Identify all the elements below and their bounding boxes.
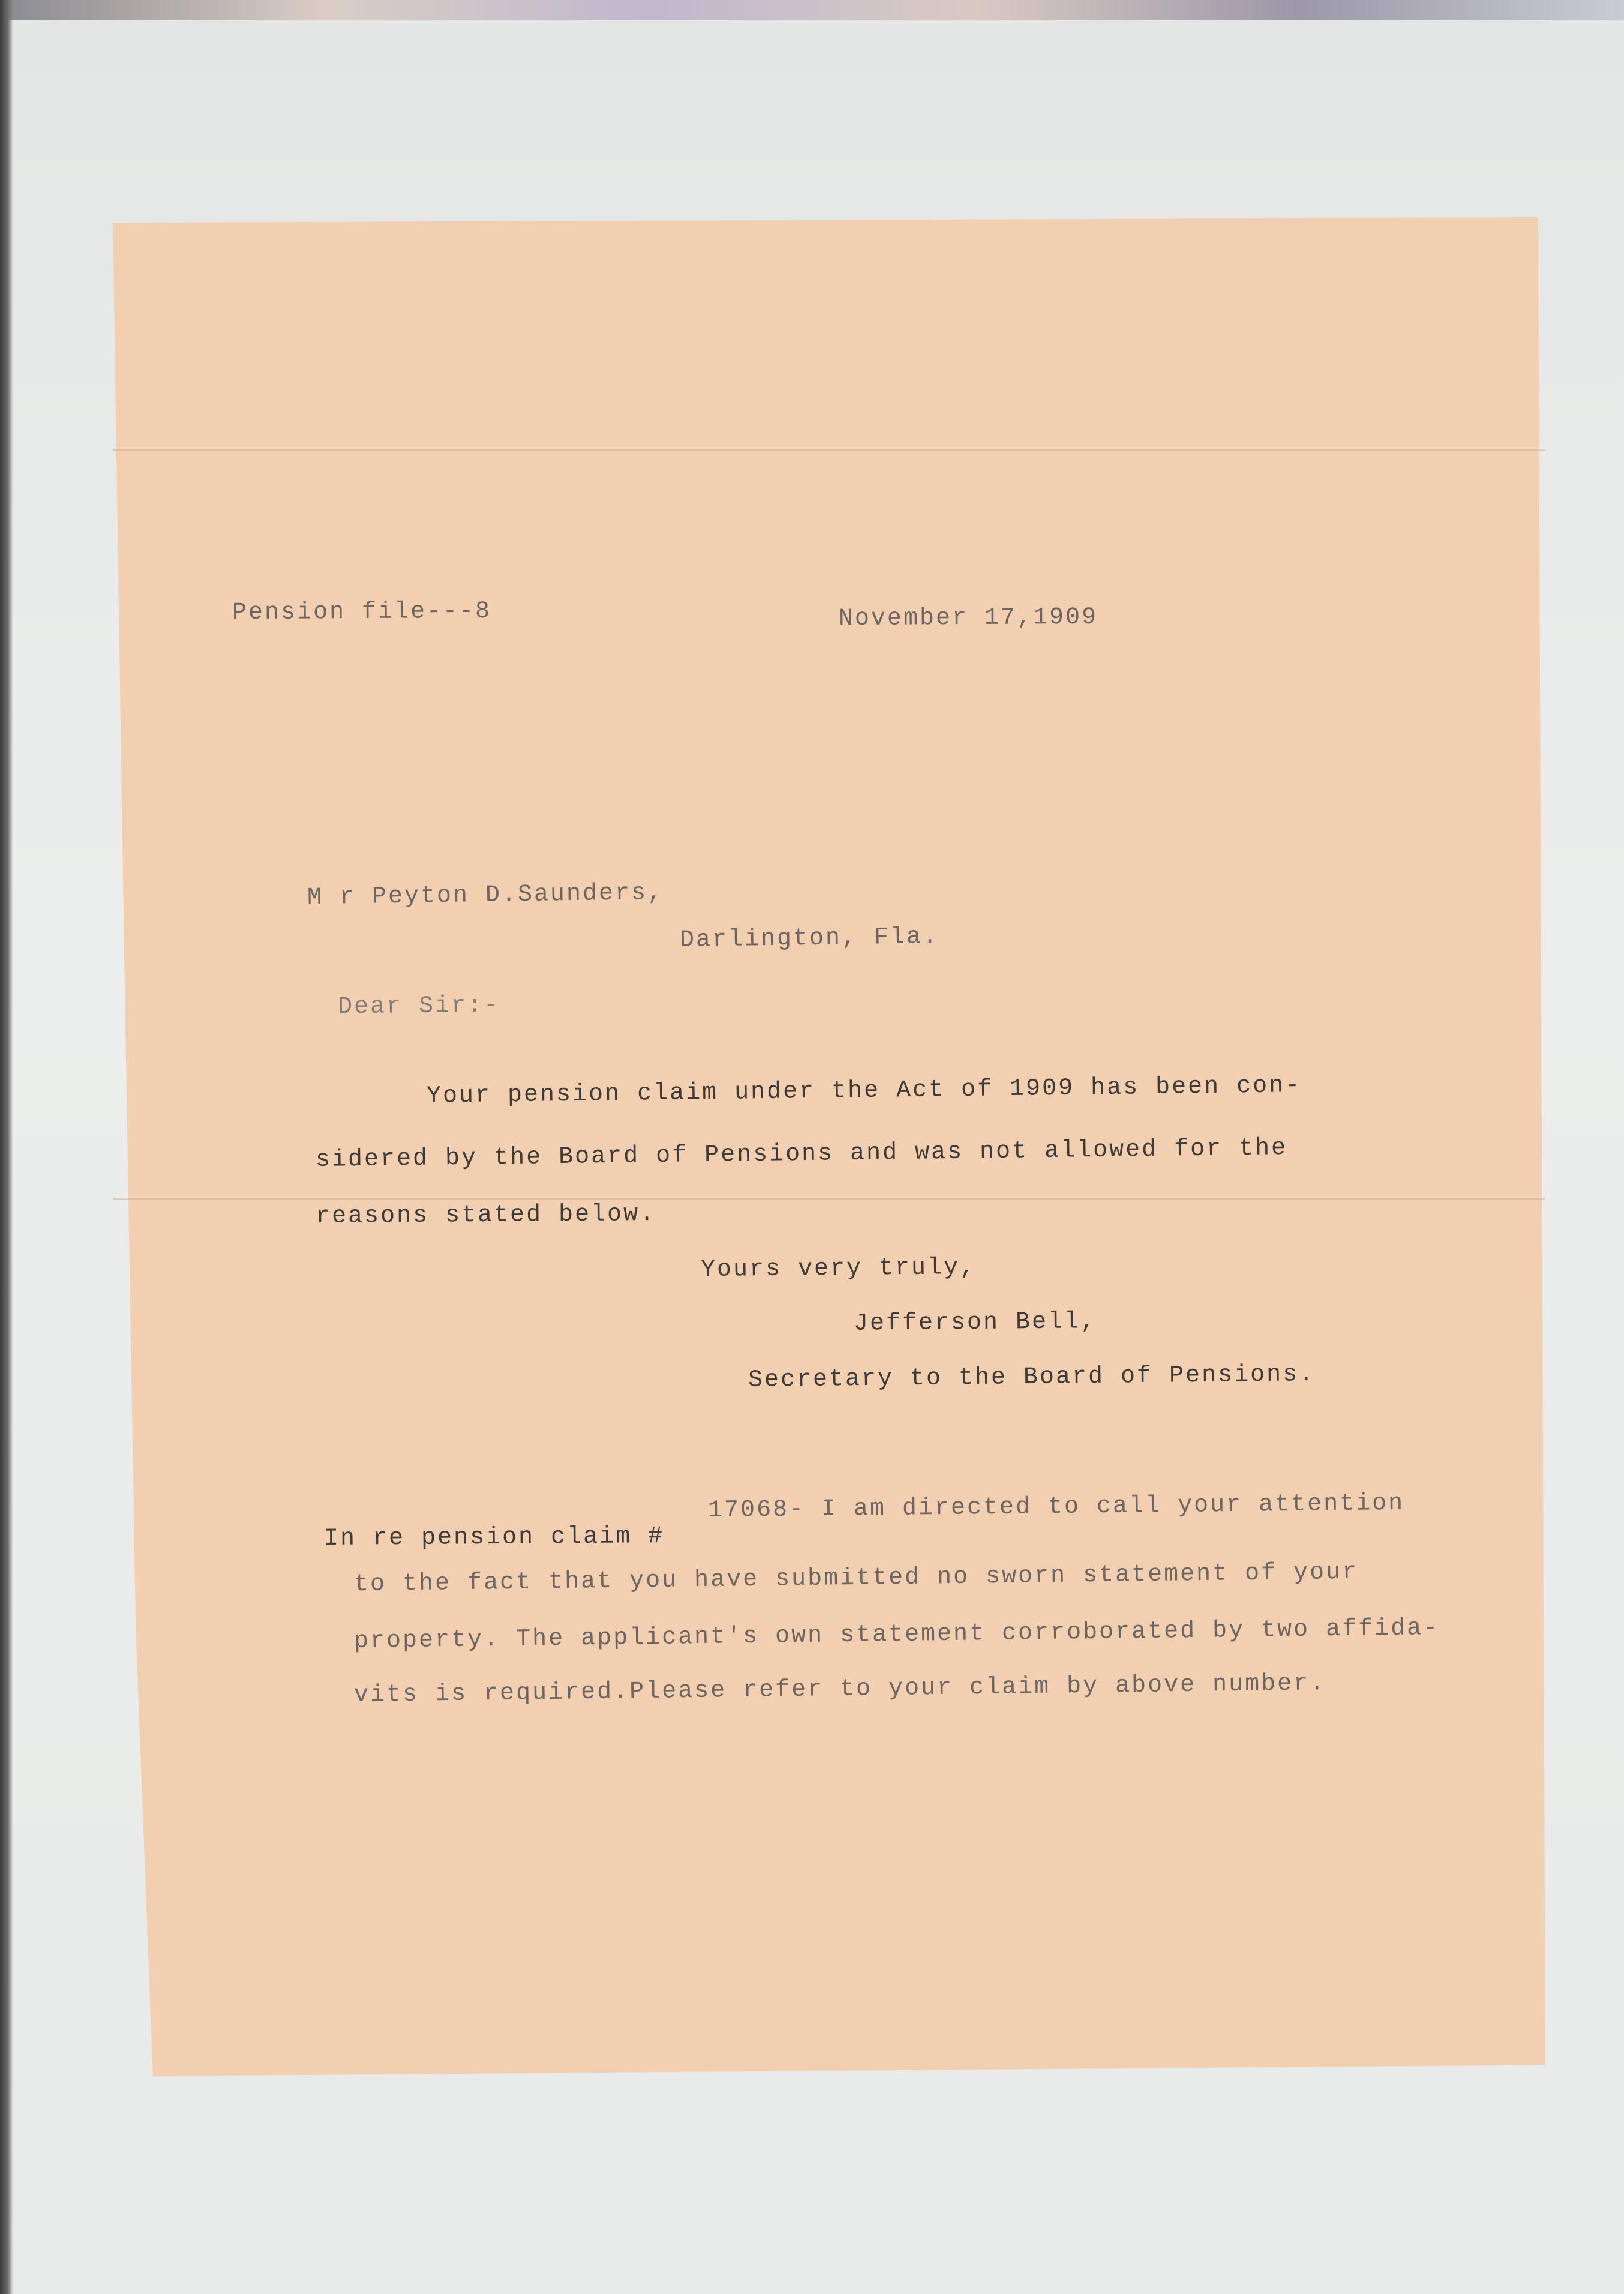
scan-top-edge — [0, 0, 1624, 20]
salutation: Dear Sir:- — [337, 992, 500, 1021]
claim-number-line: 17068- I am directed to call your attention — [707, 1489, 1405, 1525]
scan-left-edge — [0, 0, 13, 2294]
letter-body-line: Your pension claim under the Act of 1909 has been con- — [426, 1072, 1302, 1110]
claim-note-line: to the fact that you have submitted no sworn statement of your — [353, 1558, 1359, 1599]
file-reference: Pension file---8 — [232, 598, 492, 627]
recipient-name: M r Peyton D.Saunders, — [307, 879, 664, 912]
letter-date: November 17,1909 — [838, 604, 1098, 633]
signatory-title: Secretary to the Board of Pensions. — [748, 1361, 1316, 1394]
claim-note-label: In re pension claim # — [323, 1523, 665, 1552]
recipient-location: Darlington, Fla. — [679, 923, 939, 955]
letter-closing: Yours very truly, — [700, 1254, 977, 1284]
claim-note-line: property. The applicant's own statement corroborated by two affida- — [353, 1614, 1440, 1656]
claim-note-line: vits is required.Please refer to your claim by above number. — [353, 1670, 1326, 1709]
letter-body-line: reasons stated below. — [315, 1201, 656, 1230]
signatory-name: Jefferson Bell, — [853, 1308, 1097, 1338]
paper-fold-line — [113, 1198, 1545, 1200]
paper-fold-line — [113, 449, 1545, 451]
letter-body-line: sidered by the Board of Pensions and was not allowed for the — [315, 1135, 1288, 1174]
